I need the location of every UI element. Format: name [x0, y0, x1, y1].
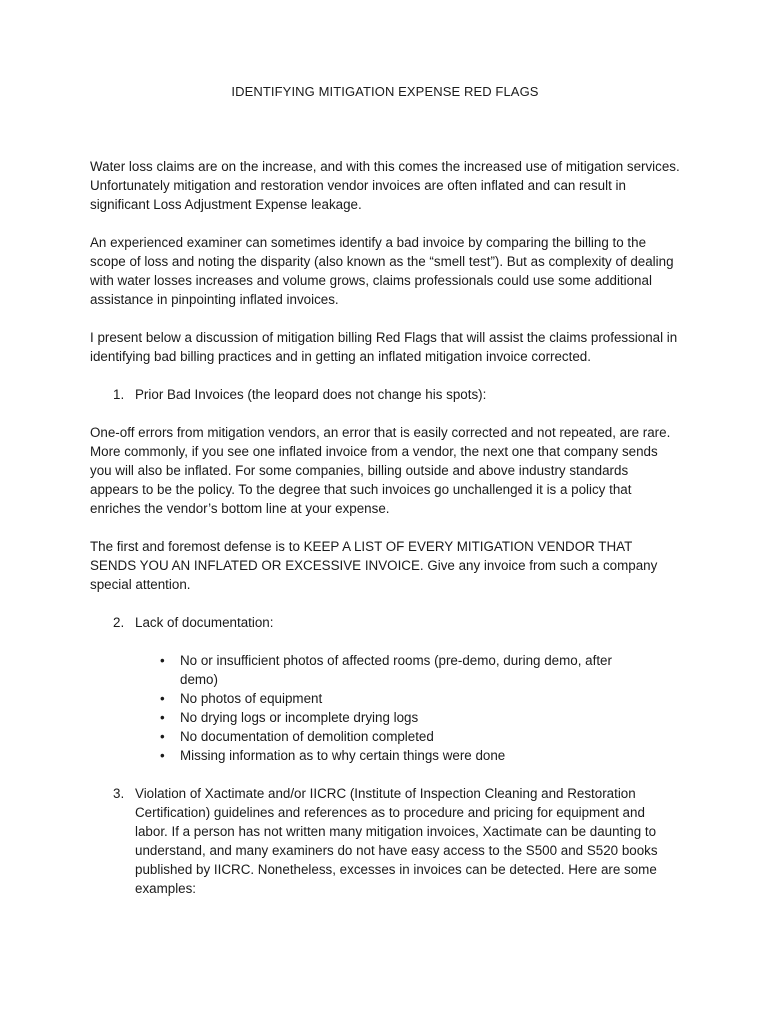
list-item [90, 727, 680, 746]
section-2-heading [90, 613, 680, 632]
section-3-number: 3. [113, 786, 125, 801]
intro-paragraph-1: Water loss claims are on the increase, and with this comes the increased use of mitigation services. Unfortunately mitigation and restoration vendor invoices are often inflated and can result in significant Loss Adjustment Expense leakage. [90, 159, 680, 212]
intro-paragraph-3: I present below a discussion of mitigation billing Red Flags that will assist the claims professional in identifying bad billing practices and in getting an inflated mitigation invoice corrected. [90, 330, 678, 364]
section-1-paragraph-1: One-off errors from mitigation vendors, an error that is easily corrected and not repeated, are rare. More commonly, if you see one inflated invoice from a vendor, the next one that company sends you will also be inflated. For some companies, billing outside and above industry standards appears to be the policy. To the degree that such invoices go unchallenged it is a policy that enriches the vendor’s bottom line at your expense. [90, 425, 671, 516]
section-1-heading [90, 385, 680, 404]
section-3-text: Violation of Xactimate and/or IICRC (Institute of Inspection Cleaning and Restoration Certification) guidelines and references as to procedure and pricing for equipment and labor. If a person has not written many mitigation invoices, Xactimate can be daunting to understand, and many examiners do not have easy access to the S500 and S520 books published by IICRC. Nonetheless, excesses in invoices can be detected. Here are some examples: [135, 786, 658, 896]
bullet-icon: • [160, 710, 165, 725]
bullet-icon: • [160, 748, 165, 763]
bullet-icon: • [160, 729, 165, 744]
intro-paragraph-2: An experienced examiner can sometimes identify a bad invoice by comparing the billing to the scope of loss and noting the disparity (also known as the “smell test”). But as complexity of dealing with water losses increases and volume grows, claims professionals could use some additional assistance in pinpointing inflated invoices. [90, 235, 674, 307]
bullet-text: No or insufficient photos of affected rooms (pre-demo, during demo, after demo) [180, 653, 612, 687]
section-2-number: 2. [113, 615, 125, 630]
bullet-icon: • [160, 691, 165, 706]
bullet-text: No photos of equipment [180, 691, 323, 706]
bullet-text: Missing information as to why certain things were done [180, 748, 506, 763]
section-3 [90, 784, 680, 898]
bullet-text: No documentation of demolition completed [180, 729, 434, 744]
document-title: IDENTIFYING MITIGATION EXPENSE RED FLAGS [231, 84, 539, 99]
list-item [90, 651, 680, 689]
list-item [90, 746, 680, 765]
bullet-icon: • [160, 653, 165, 668]
bullet-text: No drying logs or incomplete drying logs [180, 710, 419, 725]
section-1-heading-text: Prior Bad Invoices (the leopard does not change his spots): [135, 387, 487, 402]
section-1-paragraph-2: The first and foremost defense is to KEEP A LIST OF EVERY MITIGATION VENDOR THAT SENDS YOU AN INFLATED OR EXCESSIVE INVOICE. Give any invoice from such a company special attention. [90, 539, 658, 592]
section-2-heading-text: Lack of documentation: [135, 615, 274, 630]
section-1-number: 1. [113, 387, 125, 402]
list-item [90, 689, 680, 708]
list-item [90, 708, 680, 727]
documentation-bullet-list [90, 651, 680, 765]
document-body [90, 82, 680, 917]
